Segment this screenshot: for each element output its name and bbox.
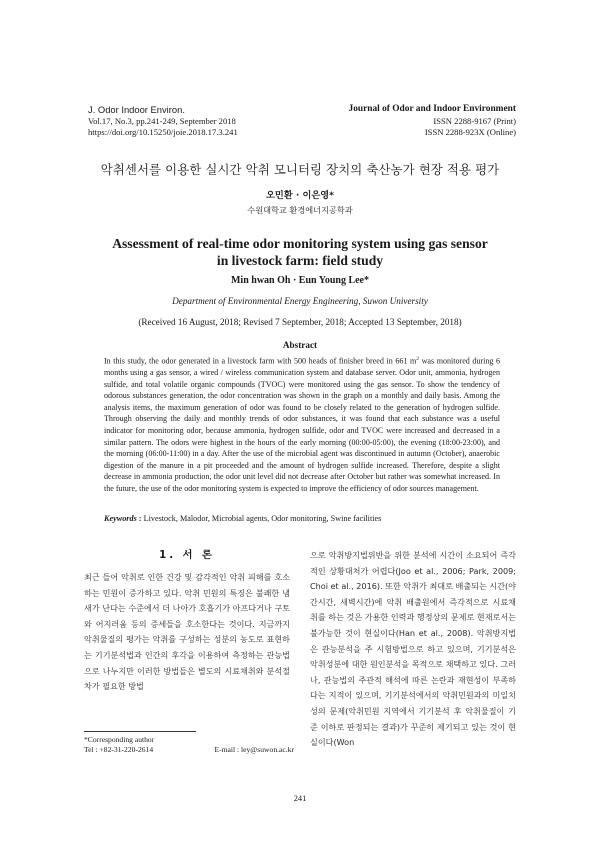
received-dates: (Received 16 August, 2018; Revised 7 September, 2018; Accepted 13 September, 2018) [138,317,462,327]
journal-volume: Vol.17, No.3, pp.241-249, September 2018 [88,115,236,126]
english-title-line2: in livestock farm: field study [216,253,384,268]
intro-left-column: 최근 들어 악취로 인한 건강 및 감각적인 악취 피해를 호소하는 민원이 증가하고 있다. 악취 민원의 특징은 불쾌한 냄새가 난다는 수준에서 더 나아가 호흡기가 아프다거나 구토와 어지러움 등의 증세들을 호소한다는 것이다. 지금까지 악취물질의 평가는 악취를 구성하는 성분의 농도로 표현하는 기기분석법과 인간의 후각을 이용하여 측정하는 관능법으로 나누지만 이러한 방법들은 별도의 시료채취와 분석절차가 필요한 방법 [84,572,290,692]
abstract-body [104,354,500,494]
korean-title: 악취센서를 이용한 실시간 악취 모니터링 장치의 축산농가 현장 적용 평가 [100,162,500,177]
footnote-marker: *Corresponding author [84,735,155,744]
abstract-superscript: 2 [416,356,420,362]
english-title [70,235,530,269]
english-authors: Min hwan Oh · Eun Young Lee* [230,275,369,286]
footnote-divider [84,731,196,732]
abstract-text-start: In this study, the odor generated in a livestock farm with 500 heads of finisher breed in 661 m [104,356,417,366]
keywords-text: Livestock, Malodor, Microbial agents, Odor monitoring, Swine facilities [143,514,382,523]
abstract-heading: Abstract [282,340,318,350]
korean-affiliation: 수원대학교 환경에너지공학과 [247,205,353,215]
footnote-tel: Tel : +82-31-220-2614 [84,745,154,754]
journal-short-name: J. Odor Indoor Environ. [88,104,185,115]
keywords-line [104,514,500,523]
corresponding-author-footnote [84,735,294,755]
korean-authors: 오민환 · 이은영* [266,190,334,201]
journal-full-name: Journal of Odor and Indoor Environment [348,104,516,114]
abstract-text-rest: was monitored during 6 months using a gas sensor, a wired / wireless communication system and database server. Odor unit, ammonia, hydrogen sulfide, and total volatile organic compounds (TVOC) were monitored using the gas sensor. To show the tendency of odorous substances generation, the odor concentration was shown in the graph on a monthly and daily basis. Among the analysis items, the maximum generation of odor was found to be closely related to the generation of hydrogen sulfide. Through observing the daily and monthly trends of odor substances, it was found that each substance was a useful indicator for monitoring odor, because ammonia, hydrogen sulfide, odor and TVOC were increased and decreased in a similar pattern. The odors were highest in the hours of the early morning (00:00-05:00), the evening (18:00-23:00), and the morning (06:00-11:00) in a day. After the use of the microbial agent was discontinued in autumn (October), anaerobic digestion of the manure in a pit proceeded and the amount of hydrogen sulfide increased. Therefore, despite a slight decrease in ammonia production, the odor unit level did not decrease after October but rather was somewhat increased. In the future, the use of the odor monitoring system is expected to improve the efficiency of odor sources management. [104,356,501,493]
keywords-label: Keywords [104,514,137,523]
journal-header-right [276,104,516,139]
intro-right-column: 으로 악취방지법위반을 위한 분석에 시간이 소요되어 즉각적인 상황대처가 어렵다(Joo et al., 2006; Park, 2009; Choi et al., 2016). 또한 악취가 최대로 배출되는 시간(야간시간, 새벽시간)에 악취 배출원에서 즉각적으로 시료채취를 하는 것은 가용한 인력과 행정상의 문제로 현재로서는 불가능한 것이 현실이다(Han et al., 2008). 악취방지법은 관능분석을 주 시험방법으로 하고 있으며, 기기분석은 악취성분에 대한 원인분석을 목적으로 채택하고 있다. 그러나, 관능법의 주관적 해석에 따른 논란과 재현성이 부족하다는 지적이 있으며, 기기분석에서의 악취민원과의 미일치성의 문제(악취민원 지역에서 기기분석 후 악취물질이 기준 이하로 판정되는 결과)가 꾸준히 제기되고 있는 것이 현실이다(Won [310,550,516,748]
section-title-introduction: 1. 서 론 [159,550,215,561]
footnote-contact-row [84,745,294,755]
footnote-email: E-mail : ley@suwon.ac.kr [214,745,294,754]
journal-doi: https://doi.org/10.15250/joie.2018.17.3.241 [88,127,238,138]
english-title-line1: Assessment of real-time odor monitoring system using gas sensor [112,236,488,251]
issn-online: ISSN 2288-923X (Online) [424,127,516,138]
keywords-separator: : [136,514,144,523]
issn-print: ISSN 2288-9167 (Print) [433,115,516,126]
journal-header-left [88,104,308,139]
page-number: 241 [293,794,307,803]
english-affiliation: Department of Environmental Energy Engineering, Suwon University [172,296,428,306]
